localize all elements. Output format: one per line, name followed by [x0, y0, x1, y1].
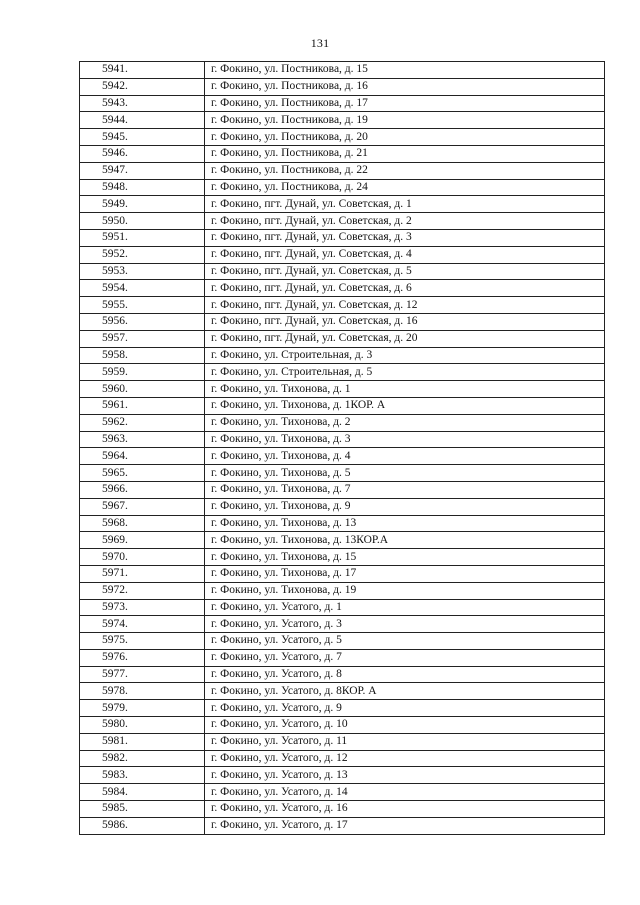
- row-number-cell: 5958.: [80, 347, 205, 364]
- address-cell: г. Фокино, ул. Тихонова, д. 2: [205, 414, 605, 431]
- table-row: [80, 179, 605, 196]
- address-cell: г. Фокино, ул. Усатого, д. 11: [205, 733, 605, 750]
- row-number-cell: 5961.: [80, 397, 205, 414]
- table-row: [80, 582, 605, 599]
- table-row: [80, 313, 605, 330]
- row-number-cell: 5971.: [80, 565, 205, 582]
- row-number-cell: 5972.: [80, 582, 205, 599]
- address-cell: г. Фокино, ул. Постникова, д. 21: [205, 145, 605, 162]
- address-cell: г. Фокино, ул. Усатого, д. 16: [205, 801, 605, 818]
- row-number-cell: 5951.: [80, 229, 205, 246]
- table-row: [80, 213, 605, 230]
- table-row: [80, 599, 605, 616]
- table-row: [80, 95, 605, 112]
- address-table-body: [80, 62, 605, 835]
- table-row: [80, 498, 605, 515]
- address-cell: г. Фокино, пгт. Дунай, ул. Советская, д. 1: [205, 196, 605, 213]
- table-row: [80, 750, 605, 767]
- table-row: [80, 817, 605, 834]
- row-number-cell: 5963.: [80, 431, 205, 448]
- row-number-cell: 5979.: [80, 700, 205, 717]
- address-cell: г. Фокино, ул. Тихонова, д. 19: [205, 582, 605, 599]
- row-number-cell: 5964.: [80, 448, 205, 465]
- row-number-cell: 5981.: [80, 733, 205, 750]
- address-cell: г. Фокино, пгт. Дунай, ул. Советская, д. 3: [205, 229, 605, 246]
- address-cell: г. Фокино, ул. Постникова, д. 15: [205, 62, 605, 79]
- row-number-cell: 5944.: [80, 112, 205, 129]
- row-number-cell: 5966.: [80, 481, 205, 498]
- row-number-cell: 5950.: [80, 213, 205, 230]
- address-cell: г. Фокино, ул. Строительная, д. 5: [205, 364, 605, 381]
- row-number-cell: 5982.: [80, 750, 205, 767]
- address-table: [79, 61, 605, 835]
- address-cell: г. Фокино, ул. Тихонова, д. 5: [205, 465, 605, 482]
- table-row: [80, 297, 605, 314]
- row-number-cell: 5984.: [80, 784, 205, 801]
- table-row: [80, 515, 605, 532]
- row-number-cell: 5983.: [80, 767, 205, 784]
- address-cell: г. Фокино, ул. Усатого, д. 14: [205, 784, 605, 801]
- table-row: [80, 78, 605, 95]
- row-number-cell: 5977.: [80, 666, 205, 683]
- table-row: [80, 666, 605, 683]
- table-row: [80, 381, 605, 398]
- table-row: [80, 549, 605, 566]
- row-number-cell: 5948.: [80, 179, 205, 196]
- address-cell: г. Фокино, ул. Постникова, д. 19: [205, 112, 605, 129]
- address-cell: г. Фокино, ул. Строительная, д. 3: [205, 347, 605, 364]
- address-cell: г. Фокино, пгт. Дунай, ул. Советская, д. 2: [205, 213, 605, 230]
- address-cell: г. Фокино, ул. Усатого, д. 12: [205, 750, 605, 767]
- address-cell: г. Фокино, ул. Усатого, д. 5: [205, 633, 605, 650]
- table-row: [80, 263, 605, 280]
- address-cell: г. Фокино, ул. Усатого, д. 10: [205, 717, 605, 734]
- table-row: [80, 196, 605, 213]
- row-number-cell: 5962.: [80, 414, 205, 431]
- address-cell: г. Фокино, ул. Усатого, д. 1: [205, 599, 605, 616]
- row-number-cell: 5974.: [80, 616, 205, 633]
- table-row: [80, 801, 605, 818]
- row-number-cell: 5960.: [80, 381, 205, 398]
- address-cell: г. Фокино, ул. Усатого, д. 8КОР. А: [205, 683, 605, 700]
- address-cell: г. Фокино, ул. Усатого, д. 13: [205, 767, 605, 784]
- address-cell: г. Фокино, пгт. Дунай, ул. Советская, д. 12: [205, 297, 605, 314]
- row-number-cell: 5986.: [80, 817, 205, 834]
- table-row: [80, 649, 605, 666]
- row-number-cell: 5957.: [80, 330, 205, 347]
- address-cell: г. Фокино, пгт. Дунай, ул. Советская, д. 6: [205, 280, 605, 297]
- table-row: [80, 229, 605, 246]
- address-cell: г. Фокино, пгт. Дунай, ул. Советская, д. 4: [205, 246, 605, 263]
- address-cell: г. Фокино, ул. Усатого, д. 9: [205, 700, 605, 717]
- table-row: [80, 162, 605, 179]
- table-row: [80, 112, 605, 129]
- table-row: [80, 448, 605, 465]
- table-row: [80, 700, 605, 717]
- table-row: [80, 364, 605, 381]
- table-row: [80, 633, 605, 650]
- address-cell: г. Фокино, ул. Тихонова, д. 3: [205, 431, 605, 448]
- table-row: [80, 767, 605, 784]
- address-cell: г. Фокино, ул. Тихонова, д. 13КОР.А: [205, 532, 605, 549]
- row-number-cell: 5978.: [80, 683, 205, 700]
- row-number-cell: 5976.: [80, 649, 205, 666]
- row-number-cell: 5949.: [80, 196, 205, 213]
- row-number-cell: 5980.: [80, 717, 205, 734]
- address-cell: г. Фокино, пгт. Дунай, ул. Советская, д. 20: [205, 330, 605, 347]
- address-cell: г. Фокино, ул. Тихонова, д. 9: [205, 498, 605, 515]
- address-cell: г. Фокино, ул. Тихонова, д. 13: [205, 515, 605, 532]
- row-number-cell: 5942.: [80, 78, 205, 95]
- table-row: [80, 683, 605, 700]
- table-row: [80, 481, 605, 498]
- row-number-cell: 5956.: [80, 313, 205, 330]
- row-number-cell: 5953.: [80, 263, 205, 280]
- table-row: [80, 616, 605, 633]
- row-number-cell: 5943.: [80, 95, 205, 112]
- table-row: [80, 330, 605, 347]
- address-cell: г. Фокино, ул. Тихонова, д. 7: [205, 481, 605, 498]
- table-row: [80, 717, 605, 734]
- row-number-cell: 5941.: [80, 62, 205, 79]
- table-row: [80, 145, 605, 162]
- table-row: [80, 62, 605, 79]
- row-number-cell: 5945.: [80, 129, 205, 146]
- row-number-cell: 5975.: [80, 633, 205, 650]
- table-row: [80, 733, 605, 750]
- table-row: [80, 784, 605, 801]
- address-cell: г. Фокино, пгт. Дунай, ул. Советская, д. 16: [205, 313, 605, 330]
- row-number-cell: 5969.: [80, 532, 205, 549]
- address-cell: г. Фокино, ул. Постникова, д. 20: [205, 129, 605, 146]
- row-number-cell: 5965.: [80, 465, 205, 482]
- row-number-cell: 5947.: [80, 162, 205, 179]
- address-cell: г. Фокино, пгт. Дунай, ул. Советская, д. 5: [205, 263, 605, 280]
- row-number-cell: 5968.: [80, 515, 205, 532]
- row-number-cell: 5973.: [80, 599, 205, 616]
- row-number-cell: 5970.: [80, 549, 205, 566]
- table-row: [80, 532, 605, 549]
- table-row: [80, 465, 605, 482]
- row-number-cell: 5955.: [80, 297, 205, 314]
- row-number-cell: 5967.: [80, 498, 205, 515]
- row-number-cell: 5952.: [80, 246, 205, 263]
- address-cell: г. Фокино, ул. Тихонова, д. 4: [205, 448, 605, 465]
- table-row: [80, 565, 605, 582]
- row-number-cell: 5959.: [80, 364, 205, 381]
- address-cell: г. Фокино, ул. Усатого, д. 3: [205, 616, 605, 633]
- row-number-cell: 5954.: [80, 280, 205, 297]
- table-row: [80, 246, 605, 263]
- row-number-cell: 5946.: [80, 145, 205, 162]
- address-cell: г. Фокино, ул. Постникова, д. 17: [205, 95, 605, 112]
- address-cell: г. Фокино, ул. Постникова, д. 16: [205, 78, 605, 95]
- table-row: [80, 414, 605, 431]
- address-cell: г. Фокино, ул. Постникова, д. 22: [205, 162, 605, 179]
- table-row: [80, 397, 605, 414]
- table-row: [80, 129, 605, 146]
- table-row: [80, 431, 605, 448]
- address-cell: г. Фокино, ул. Усатого, д. 17: [205, 817, 605, 834]
- address-cell: г. Фокино, ул. Тихонова, д. 17: [205, 565, 605, 582]
- address-cell: г. Фокино, ул. Тихонова, д. 1КОР. А: [205, 397, 605, 414]
- table-row: [80, 347, 605, 364]
- address-cell: г. Фокино, ул. Тихонова, д. 1: [205, 381, 605, 398]
- page-number: 131: [310, 36, 330, 50]
- address-cell: г. Фокино, ул. Усатого, д. 8: [205, 666, 605, 683]
- table-row: [80, 280, 605, 297]
- row-number-cell: 5985.: [80, 801, 205, 818]
- address-cell: г. Фокино, ул. Усатого, д. 7: [205, 649, 605, 666]
- address-cell: г. Фокино, ул. Постникова, д. 24: [205, 179, 605, 196]
- address-cell: г. Фокино, ул. Тихонова, д. 15: [205, 549, 605, 566]
